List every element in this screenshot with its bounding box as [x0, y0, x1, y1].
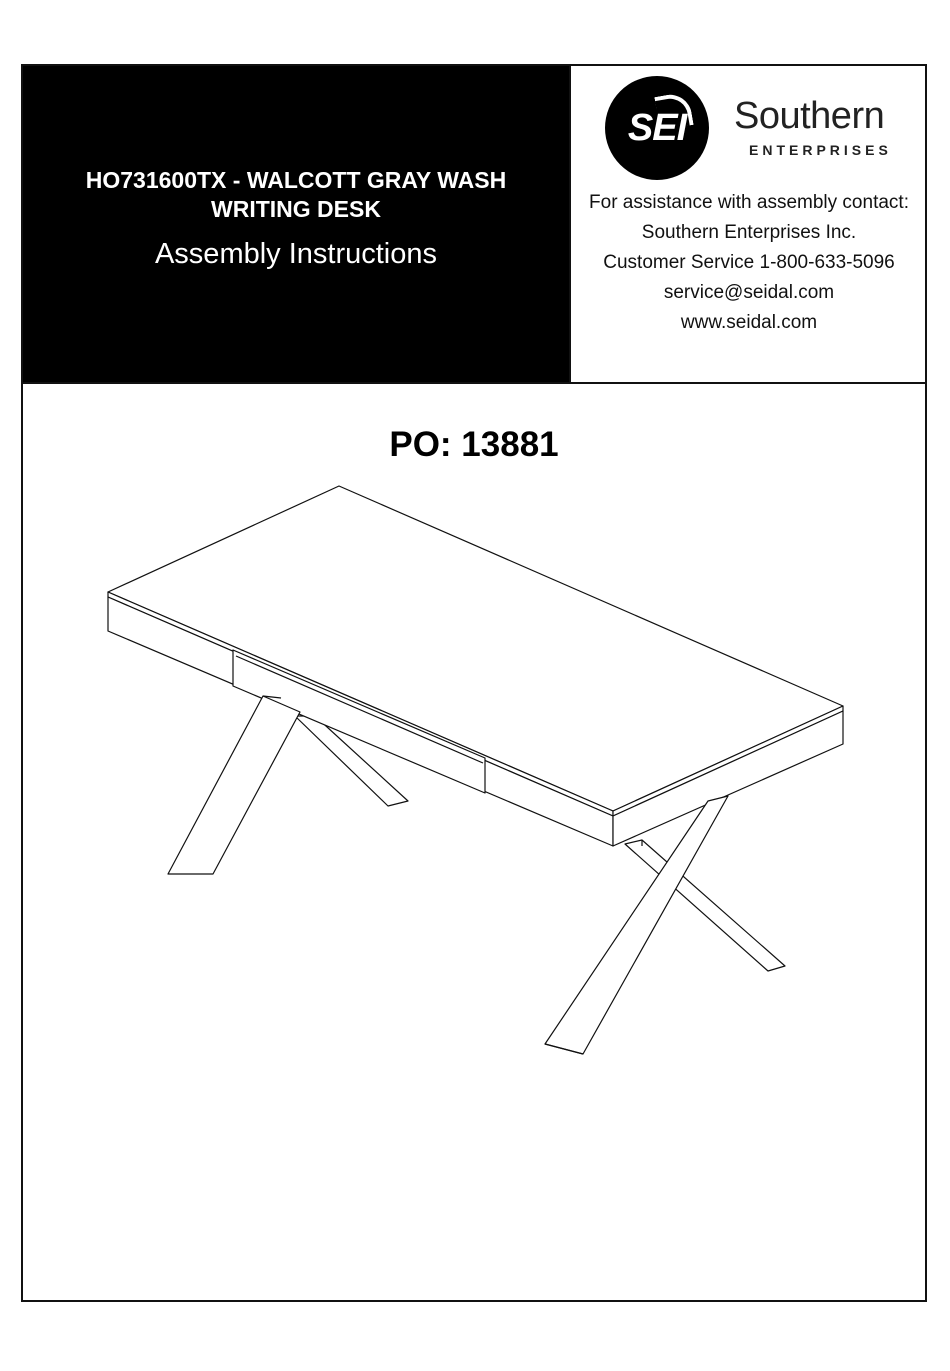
document-subtitle: Assembly Instructions	[154, 238, 438, 270]
front-left-leg	[168, 696, 300, 874]
product-title-line-1: HO731600TX - WALCOTT GRAY WASH	[85, 167, 507, 193]
writing-desk-illustration-icon	[23, 66, 925, 1300]
contact-email: service@seidal.com	[663, 282, 835, 303]
brand-name: Southern	[734, 95, 885, 137]
contact-website: www.seidal.com	[680, 312, 818, 333]
product-title-line-2: WRITING DESK	[211, 196, 381, 222]
contact-phone: Customer Service 1-800-633-5096	[603, 252, 895, 273]
brand-tagline: ENTERPRISES	[749, 142, 892, 158]
po-number: PO: 13881	[389, 425, 559, 464]
contact-company: Southern Enterprises Inc.	[641, 222, 857, 243]
instruction-page-frame	[21, 64, 927, 1302]
logo-mark: SEI	[627, 107, 687, 149]
contact-intro: For assistance with assembly contact:	[589, 192, 909, 213]
